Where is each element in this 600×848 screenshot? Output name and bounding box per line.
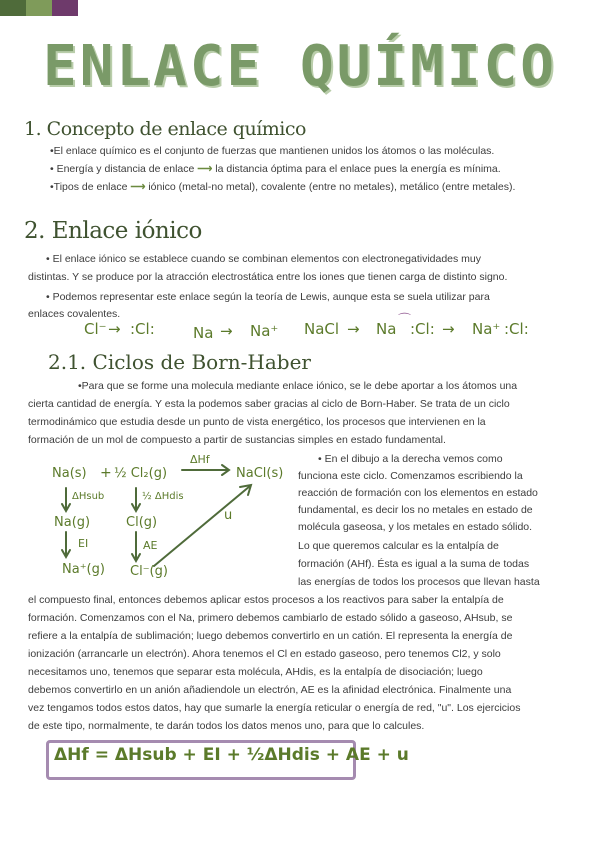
s21-p1-line1: •Para que se forme una molecula mediante enlace iónico, se le debe aportar a los átomos una — [78, 380, 518, 392]
diagram-na-s: Na(s) — [52, 466, 87, 481]
s21-full-line1: el compuesto final, entonces debemos aplicar estos procesos a los reactivos para saber la entalpía de — [28, 594, 504, 606]
diagram-dhsub: ΔHsub — [72, 491, 105, 502]
diagram-na-plus-g: Na⁺(g) — [62, 562, 105, 577]
s21-p1-line4: formación de un mol de compuesto a partir de sustancias simples en estado fundamental. — [28, 434, 446, 446]
s21-full-line2: formación. Comenzamos con el Na, primero debemos cambiarlo de estado sólido a gaseoso, AHsub, se — [28, 612, 513, 624]
s21-right-line7: formación (AHf). Ésta es igual a la suma de todas — [298, 558, 530, 570]
diagram-cl-g: Cl(g) — [126, 515, 158, 530]
arrow-right-icon: → — [347, 320, 360, 338]
diagram-u: u — [224, 508, 233, 523]
diagram-half-cl2: ½ Cl₂(g) — [114, 466, 168, 481]
lewis-cl-dots-3: :Cl: — [504, 320, 529, 338]
page-title: ENLACE QUÍMICO — [42, 34, 557, 99]
s21-right-line5: molécula gaseosa, y los metales en estado sólido. — [298, 521, 533, 533]
s2-p2-line1: • Podemos representar este enlace según la teoría de Lewis, aunque esta se suela utilizar para — [46, 291, 490, 303]
diagram-half-dhdis: ½ ΔHdis — [142, 491, 184, 502]
s2-p1-line2: distintas. Y se produce por la atracción electrostática entre los iones que tienen carga de distinto signo. — [28, 271, 508, 283]
lewis-cl-dots: :Cl: — [130, 320, 155, 338]
diagram-na-g: Na(g) — [54, 515, 91, 530]
section-1-heading: 1. Concepto de enlace químico — [24, 118, 306, 140]
s2-p2-line2: enlaces covalentes. — [28, 308, 121, 320]
lewis-na-plus: Na⁺ — [250, 322, 279, 340]
s21-p1-line2: cierta cantidad de energía. Y esta la podemos saber gracias al ciclo de Born-Haber. Se trata de un ciclo — [28, 398, 510, 410]
section-2-heading: 2. Enlace iónico — [24, 218, 202, 244]
arrow-right-icon: → — [220, 322, 233, 340]
s21-full-line8: de este tipo, normalmente, te darán todos los datos menos uno, para que lo calcules. — [28, 720, 425, 732]
lewis-na-2: Na — [376, 320, 397, 338]
s21-right-line1: • En el dibujo a la derecha vemos como — [318, 453, 503, 465]
s21-right-line3: reacción de formación con los elementos en estado — [298, 487, 538, 499]
s21-p1-line3: termodinámico que estudia desde un punto de vista energético, los procesos que intervienen en la — [28, 416, 486, 428]
diagram-ae: AE — [143, 539, 158, 552]
s21-full-line7: vez tengamos todos estos datos, hay que sumarle la energía reticular o energía de red, "u". Los ejercicios — [28, 702, 521, 714]
arrow-right-icon: ⟶ — [197, 163, 213, 175]
arrow-right-icon: → — [108, 320, 121, 338]
s21-full-line5: necesitamos uno, tenemos que separar esta molécula, AHdis, es la entalpía de disociación; luego — [28, 666, 483, 678]
s21-full-line3: refiere a la entalpía de sublimación; luego debemos convertirlo en un catión. El representa la energía de — [28, 630, 513, 642]
s21-right-line8: las energías de todos los procesos que llevan hasta — [298, 576, 540, 588]
diagram-dhf: ΔHf — [190, 453, 210, 466]
s21-full-line6: debemos convertirlo en un anión añadiendole un electrón, AE es la afinidad electrónica. Finalmente una — [28, 684, 512, 696]
diagram-ei: EI — [78, 537, 89, 550]
section-2-1-heading: 2.1. Ciclos de Born-Haber — [48, 350, 311, 374]
born-haber-formula: ΔHf = ΔHsub + EI + ½ΔHdis + AE + u — [54, 745, 409, 765]
diagram-plus: + — [100, 465, 112, 481]
lewis-na: Na — [193, 324, 214, 342]
s21-right-line6: Lo que queremos calcular es la entalpía de — [298, 540, 499, 552]
s21-full-line4: ionización (arrancarle un electrón). Ahora tenemos el Cl en estado gaseoso, pero tenemos Cl2, y solo — [28, 648, 501, 660]
arrow-right-icon: ⟶ — [130, 181, 146, 193]
s1-bullet-2-a: • Energía y distancia de enlace — [50, 163, 195, 175]
s1-bullet-1: •El enlace químico es el conjunto de fuerzas que mantienen unidos los átomos o las moléculas. — [50, 145, 495, 157]
electron-transfer-arrow-icon: ⌒ — [398, 313, 412, 328]
diagram-nacl-s: NaCl(s) — [236, 466, 284, 481]
s21-right-line2: funciona este ciclo. Comenzamos escribiendo la — [298, 470, 523, 482]
lewis-cl-minus: Cl⁻ — [84, 320, 107, 338]
s1-bullet-3-b: iónico (metal-no metal), covalente (entre no metales), metálico (entre metales). — [148, 181, 516, 193]
lewis-na-plus-2: Na⁺ — [472, 320, 501, 338]
s2-p1-line1: • El enlace iónico se establece cuando se combinan elementos con electronegatividades muy — [46, 253, 482, 265]
s21-right-line4: fundamental, es decir los no metales en estado de — [298, 504, 533, 516]
s1-bullet-3-a: •Tipos de enlace — [50, 181, 128, 193]
diagram-cl-minus-g: Cl⁻(g) — [130, 564, 168, 579]
lewis-cl-dots-2: :Cl: — [410, 320, 435, 338]
arrow-right-icon: → — [442, 320, 455, 338]
lewis-nacl: NaCl — [304, 320, 340, 338]
s1-bullet-2-b: la distancia óptima para el enlace pues la energía es mínima. — [215, 163, 501, 175]
